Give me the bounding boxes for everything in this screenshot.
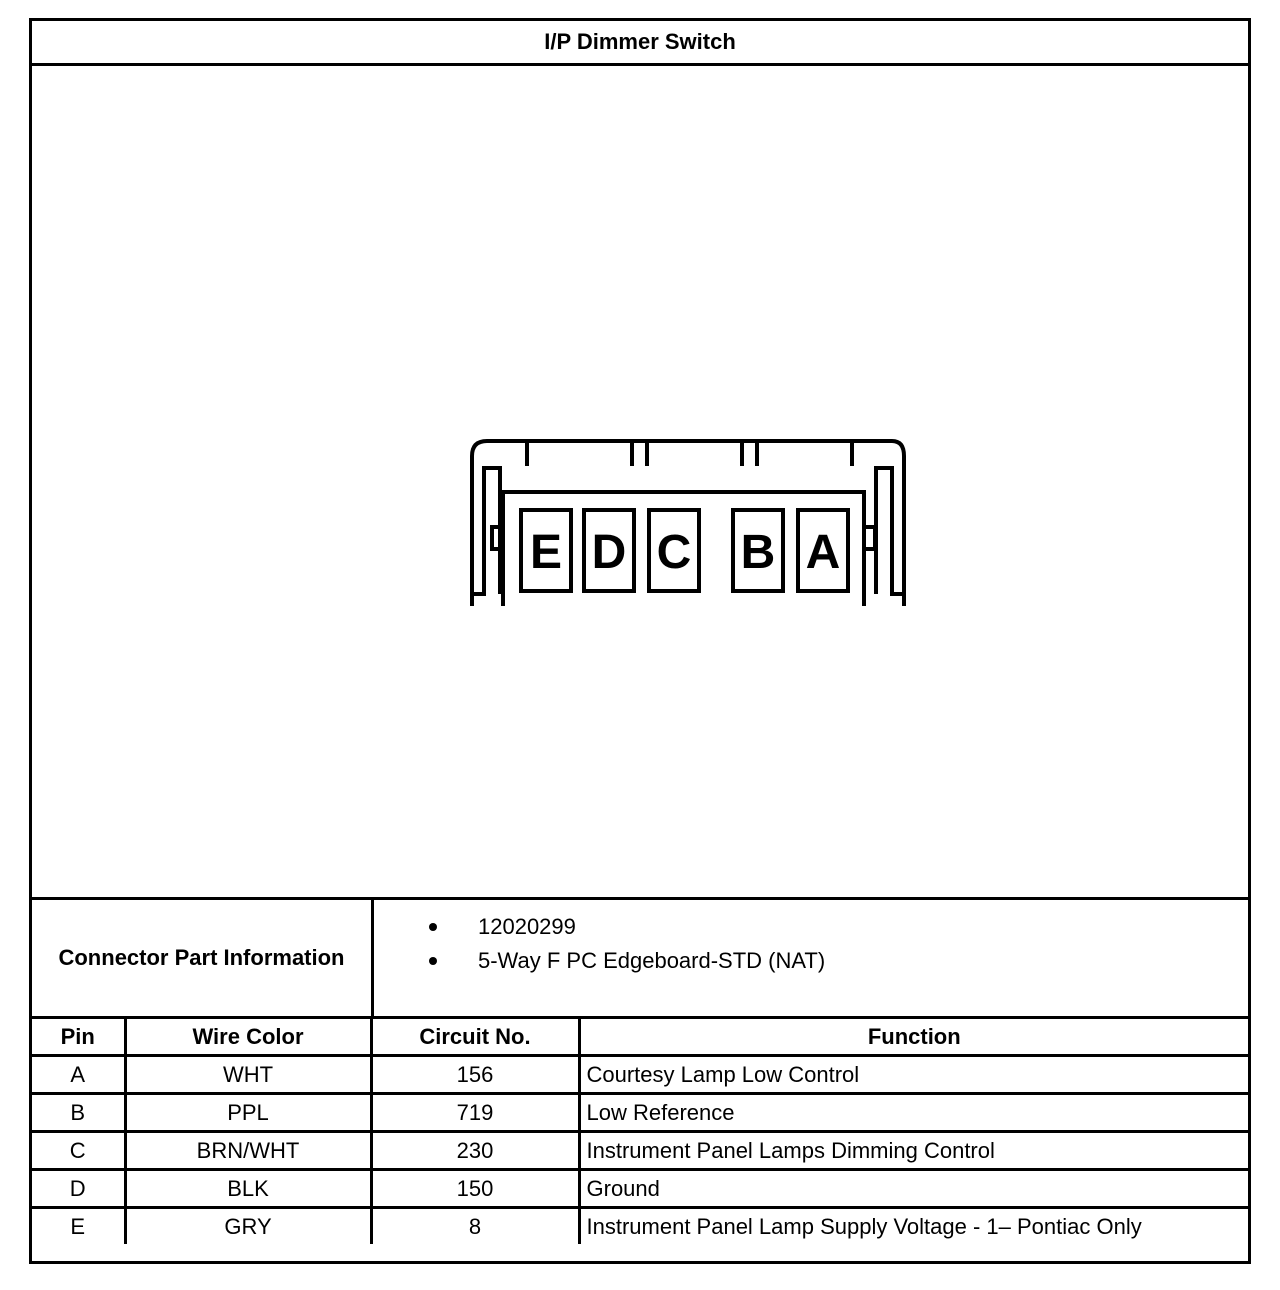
cell-wire-color: GRY <box>125 1208 371 1245</box>
cell-circuit: 230 <box>371 1132 579 1170</box>
shell-outline <box>472 441 904 606</box>
table-row <box>32 1132 1248 1170</box>
part-number: 12020299 <box>374 910 825 944</box>
pin-table <box>32 1016 1248 1244</box>
cell-function: Low Reference <box>579 1094 1248 1132</box>
pin-label-e: E <box>529 526 563 579</box>
cell-wire-color: PPL <box>125 1094 371 1132</box>
cell-pin: D <box>32 1170 125 1208</box>
table-row <box>32 1056 1248 1094</box>
cell-wire-color: BLK <box>125 1170 371 1208</box>
cell-function: Instrument Panel Lamps Dimming Control <box>579 1132 1248 1170</box>
pin-label-d: D <box>591 526 627 579</box>
cell-circuit: 8 <box>371 1208 579 1245</box>
header-wire-color: Wire Color <box>125 1018 371 1056</box>
pin-table-header <box>32 1018 1248 1056</box>
table-row <box>32 1170 1248 1208</box>
cell-pin: B <box>32 1094 125 1132</box>
connector-description: 5-Way F PC Edgeboard-STD (NAT) <box>374 944 825 978</box>
cell-pin: A <box>32 1056 125 1094</box>
cell-wire-color: WHT <box>125 1056 371 1094</box>
header-function: Function <box>579 1018 1248 1056</box>
cell-function: Ground <box>579 1170 1248 1208</box>
header-circuit: Circuit No. <box>371 1018 579 1056</box>
pin-label-b: B <box>740 526 776 579</box>
cell-function: Courtesy Lamp Low Control <box>579 1056 1248 1094</box>
cell-pin: C <box>32 1132 125 1170</box>
table-row <box>32 1094 1248 1132</box>
connector-face-drawing <box>432 386 912 606</box>
cell-circuit: 156 <box>371 1056 579 1094</box>
left-nub <box>492 527 503 549</box>
pin-label-c: C <box>656 526 692 579</box>
page-title: I/P Dimmer Switch <box>32 21 1248 66</box>
connector-part-info-label: Connector Part Information <box>32 900 374 1016</box>
connector-part-info <box>32 897 1248 1016</box>
cell-circuit: 150 <box>371 1170 579 1208</box>
right-latch <box>876 456 904 594</box>
cell-wire-color: BRN/WHT <box>125 1132 371 1170</box>
connector-sheet <box>29 18 1251 1264</box>
table-row <box>32 1208 1248 1245</box>
connector-diagram-area <box>32 66 1248 897</box>
cell-function: Instrument Panel Lamp Supply Voltage - 1– Pontiac Only <box>579 1208 1248 1245</box>
connector-part-info-list <box>374 910 825 978</box>
right-nub <box>864 527 875 549</box>
header-pin: Pin <box>32 1018 125 1056</box>
cell-circuit: 719 <box>371 1094 579 1132</box>
pin-label-a: A <box>805 526 841 579</box>
cell-pin: E <box>32 1208 125 1245</box>
